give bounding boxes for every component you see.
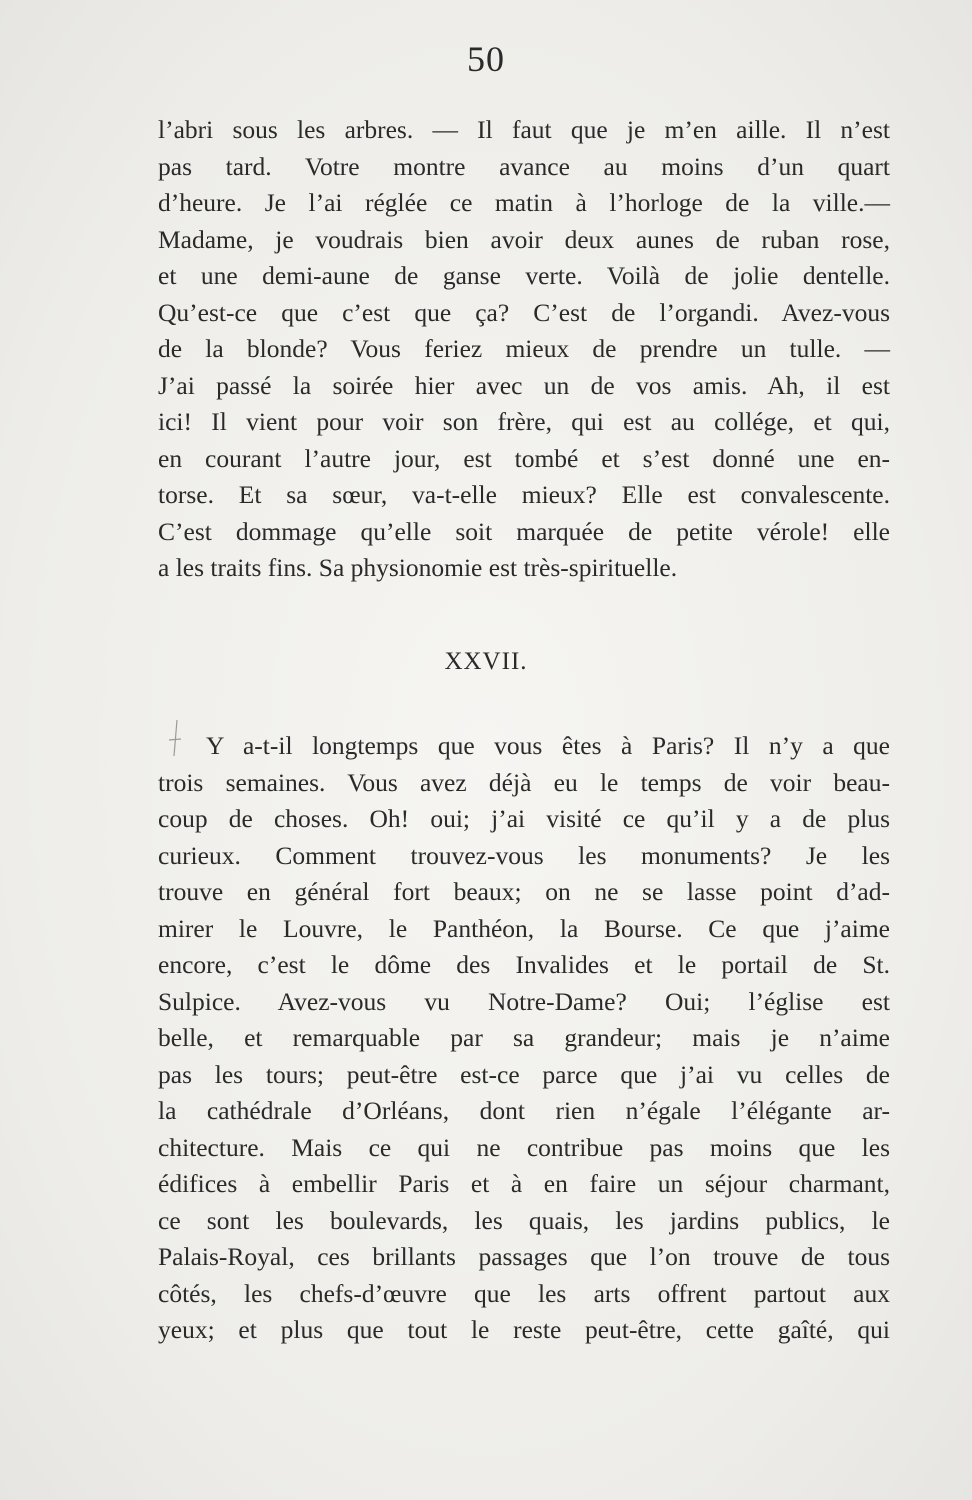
text-line: trois semaines. Vous avez déjà eu le temps de voir beau- (158, 767, 890, 797)
paragraph-2 (158, 728, 890, 1349)
text-line: J’ai passé la soirée hier avec un de vos amis. Ah, il est (158, 370, 890, 400)
paragraph-1 (158, 112, 890, 587)
text-line: encore, c’est le dôme des Invalides et le portail de St. (158, 950, 890, 979)
chapter-heading: XXVII. (444, 648, 528, 675)
text-line: d’heure. Je l’ai réglée ce matin à l’horloge de la ville.— (158, 188, 890, 217)
text-line: a les traits fins. Sa physionomie est très-spirituelle. (158, 553, 678, 582)
text-line: de la blonde? Vous feriez mieux de prendre un tulle. — (158, 334, 890, 363)
text-line: yeux; et plus que tout le reste peut-être, cette gaîté, qui (158, 1315, 890, 1344)
text-line: Madame, je voudrais bien avoir deux aunes de ruban rose, (158, 224, 890, 254)
text-line: C’est dommage qu’elle soit marquée de petite vérole! elle (158, 516, 890, 546)
text-line: torse. Et sa sœur, va-t-elle mieux? Elle est convalescente. (158, 480, 890, 509)
text-line: Sulpice. Avez-vous vu Notre-Dame? Oui; l’église est (158, 986, 890, 1016)
text-line: Qu’est-ce que c’est que ça? C’est de l’organdi. Avez-vous (158, 297, 890, 327)
text-line: coup de choses. Oh! oui; j’ai visité ce qu’il y a de plus (158, 804, 890, 833)
text-line: Y a-t-il longtemps que vous êtes à Paris? Il n’y a que (206, 731, 890, 760)
text-line: chitecture. Mais ce qui ne contribue pas moins que les (158, 1132, 890, 1162)
text-line: l’abri sous les arbres. — Il faut que je m’en aille. Il n’est (158, 115, 890, 144)
text-line: la cathédrale d’Orléans, dont rien n’égale l’élégante ar- (158, 1096, 890, 1125)
text-line: trouve en général fort beaux; on ne se lasse point d’ad- (158, 877, 890, 906)
text-line: côtés, les chefs-d’œuvre que les arts offrent partout aux (158, 1278, 890, 1308)
text-line: pas tard. Votre montre avance au moins d’un quart (158, 151, 890, 181)
text-line: ici! Il vient pour voir son frère, qui est au collége, et qui, (158, 407, 890, 436)
text-line: édifices à embellir Paris et à en faire un séjour charmant, (158, 1169, 890, 1198)
text-line: ce sont les boulevards, les quais, les jardins publics, le (158, 1205, 890, 1235)
page-number: 50 (467, 39, 505, 79)
text-line: et une demi-aune de ganse verte. Voilà de jolie dentelle. (158, 261, 890, 290)
text-line: mirer le Louvre, le Panthéon, la Bourse. Ce que j’aime (158, 913, 890, 943)
text-line: curieux. Comment trouvez-vous les monuments? Je les (158, 840, 890, 870)
text-line: belle, et remarquable par sa grandeur; mais je n’aime (158, 1023, 890, 1052)
text-line: Palais-Royal, ces brillants passages que l’on trouve de tous (158, 1242, 890, 1271)
text-line: pas les tours; peut-être est-ce parce que j’ai vu celles de (158, 1059, 890, 1089)
text-line: en courant l’autre jour, est tombé et s’est donné une en- (158, 443, 890, 473)
